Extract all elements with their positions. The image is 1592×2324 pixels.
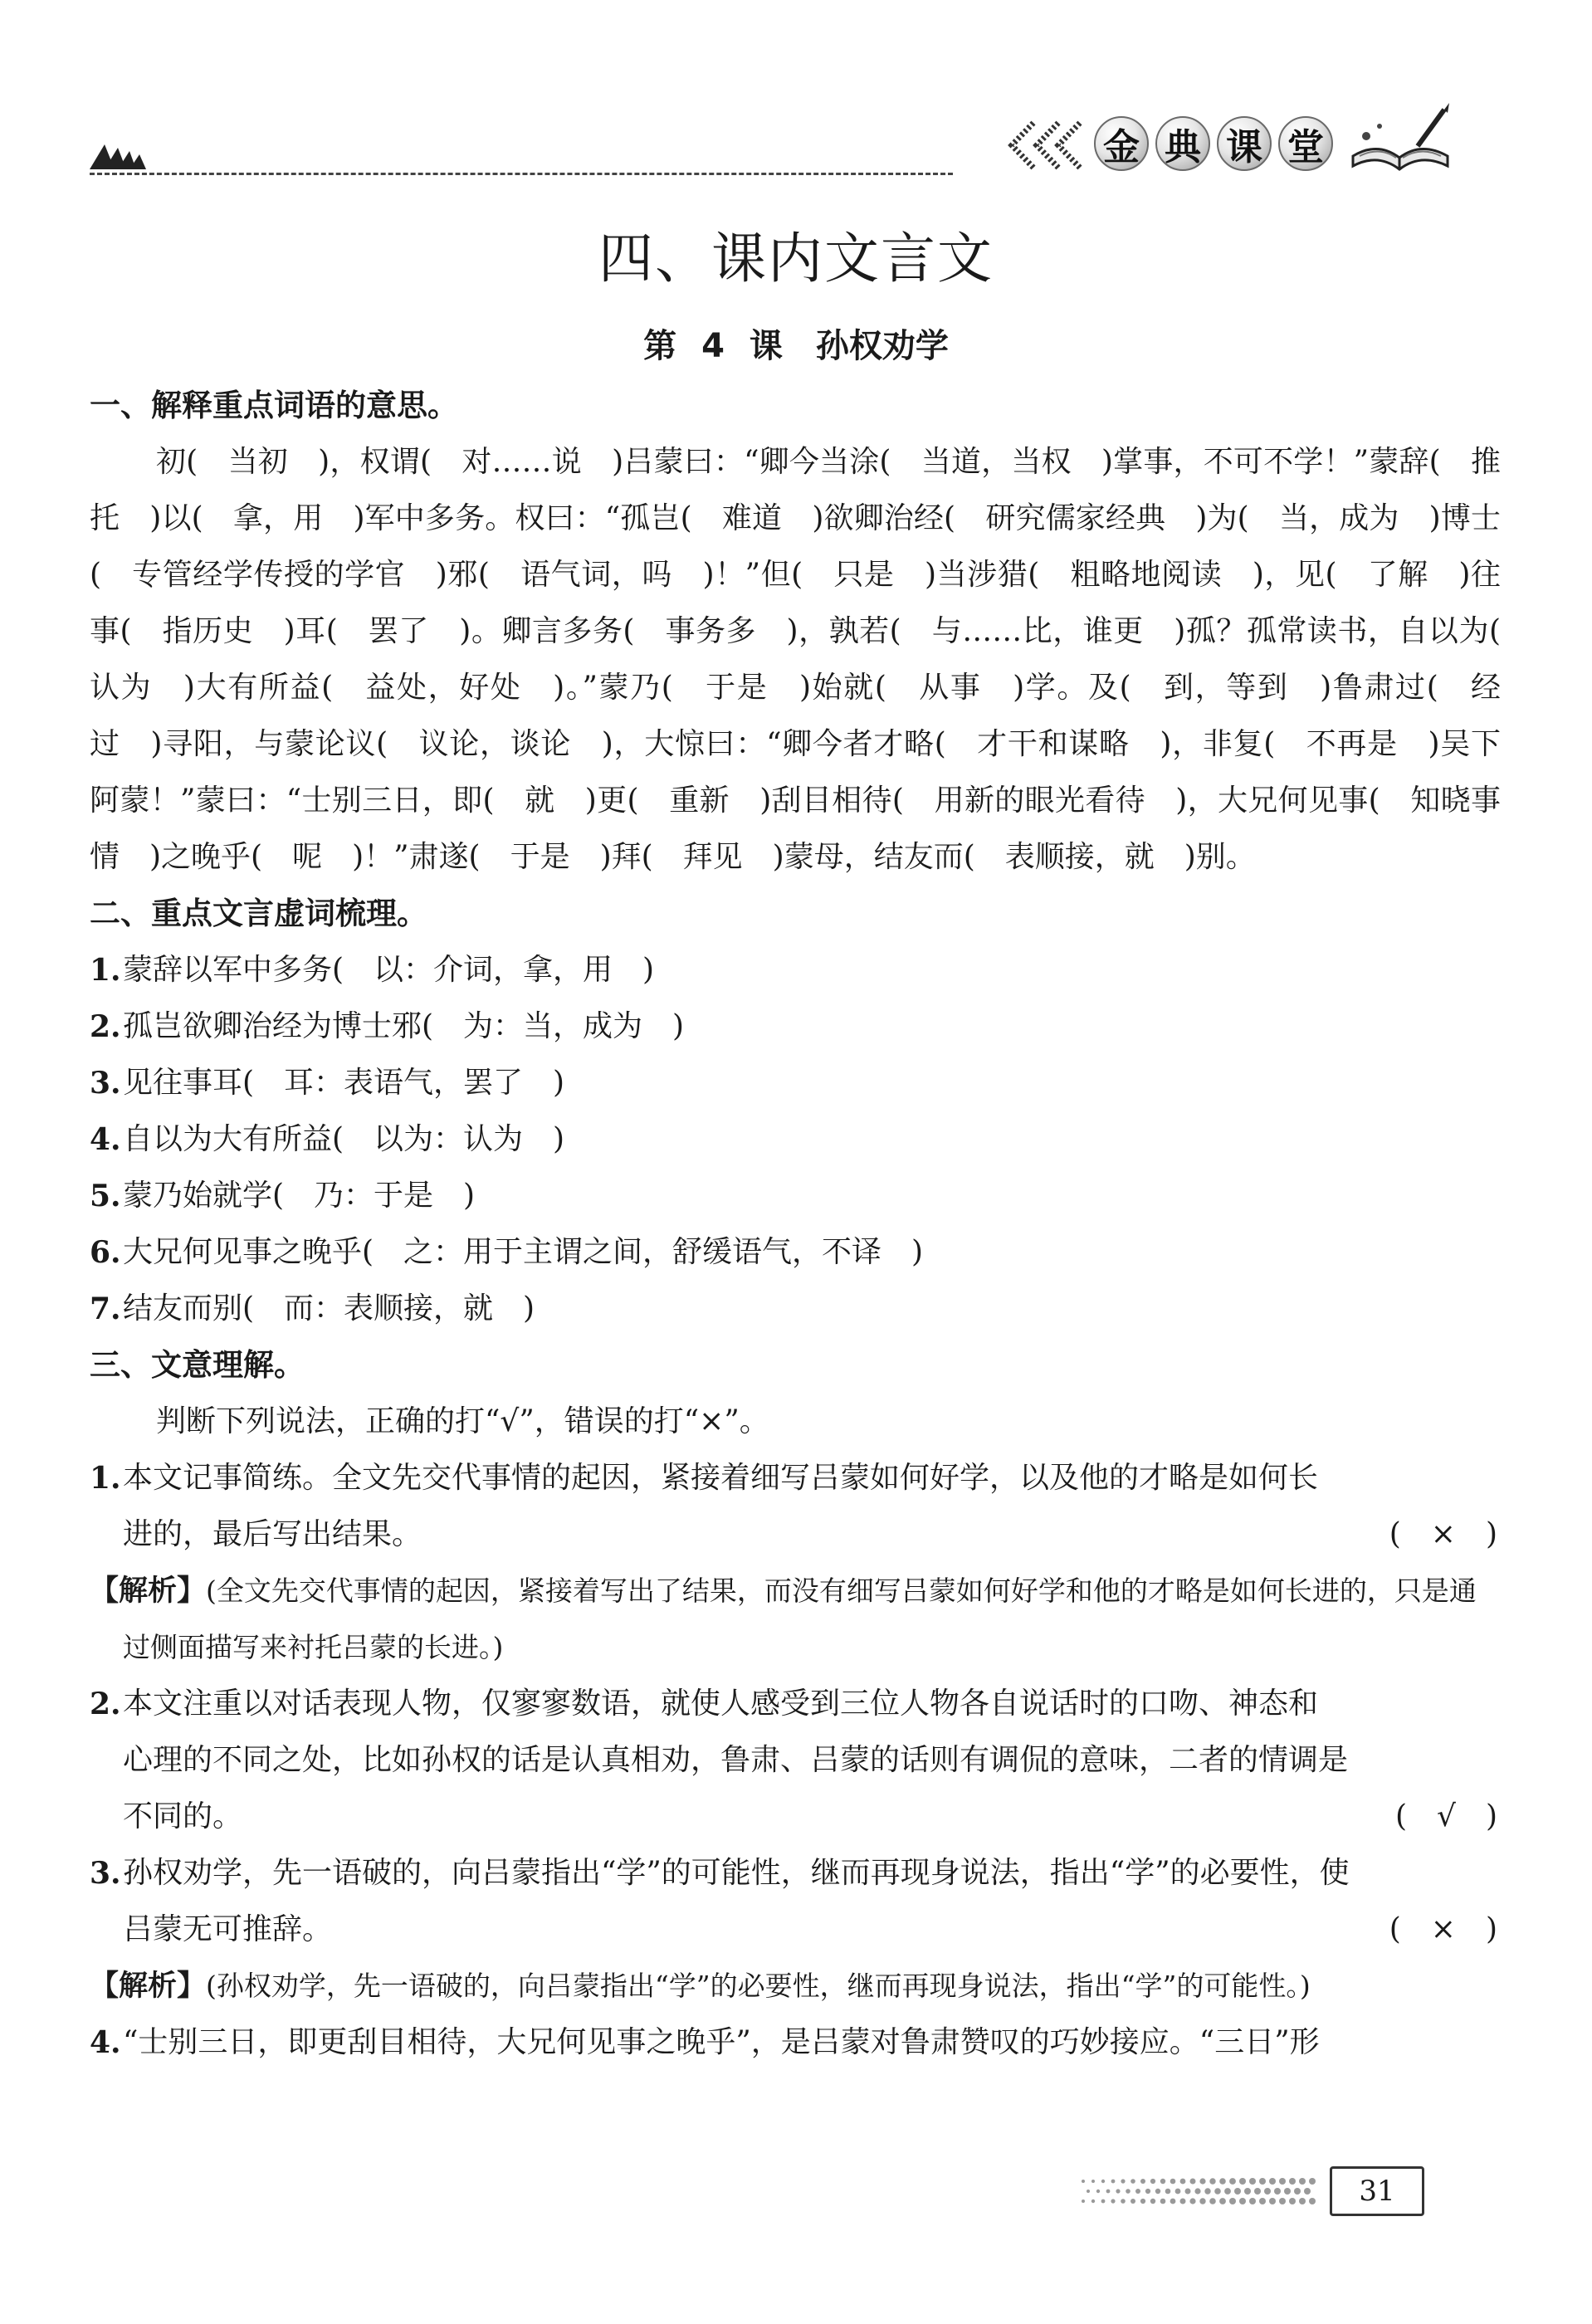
- question-3: [90, 1845, 1501, 1958]
- item-number: 7.: [90, 1291, 121, 1326]
- answer-mark: ( × ): [1389, 1912, 1497, 1946]
- item-number: 2.: [90, 1009, 121, 1044]
- item-text: 大兄何见事之晚乎( 之：用于主谓之间，舒缓语气，不译 ): [123, 1235, 924, 1269]
- question-line: 吕蒙无可推辞。: [123, 1912, 333, 1946]
- page-number: 31: [1359, 2175, 1395, 2208]
- brand-char: 课: [1217, 116, 1272, 171]
- triangles-decoration-icon: [90, 139, 148, 169]
- question-answer-row: [123, 1902, 1501, 1958]
- question-line: 本文注重以对话表现人物，仅寥寥数语，就使人感受到三位人物各自说话时的口吻、神态和: [123, 1687, 1319, 1721]
- item-text: 自以为大有所益( 以为：认为 ): [123, 1122, 565, 1156]
- item-text: 结友而别( 而：表顺接，就 ): [123, 1291, 535, 1326]
- question-line: “士别三日，即更刮目相待，大兄何见事之晚乎”，是吕蒙对鲁肃赞叹的巧妙接应。“三日”形: [123, 2025, 1320, 2059]
- item-text: 孤岂欲卿治经为博士邪( 为：当，成为 ): [123, 1009, 685, 1043]
- question-number: 2.: [90, 1687, 121, 1721]
- item-number: 3.: [90, 1066, 121, 1101]
- question-number: 1.: [90, 1461, 121, 1496]
- analysis-note: [90, 1563, 1501, 1676]
- question-line: 本文记事简练。全文先交代事情的起因，紧接着细写吕蒙如何好学，以及他的才略是如何长: [123, 1461, 1319, 1495]
- item-number: 1.: [90, 953, 121, 988]
- item-number: 4.: [90, 1122, 121, 1157]
- analysis-text: (全文先交代事情的起因，紧接着写出了结果，而没有细写吕蒙如何好学和他的才略是如何长进的，只是通过侧面描写来衬托吕蒙的长进。): [123, 1575, 1477, 1663]
- list-item: [90, 1055, 1501, 1111]
- item-number: 5.: [90, 1179, 121, 1213]
- list-item: [90, 1224, 1501, 1281]
- question-line: 不同的。: [123, 1799, 243, 1833]
- lesson-title: 第 4 课 孙权劝学: [643, 327, 949, 365]
- section-heading: 三、文意理解。: [90, 1347, 305, 1383]
- question-4: [90, 2014, 1501, 2071]
- question-number: 4.: [90, 2025, 121, 2060]
- analysis-tag: 【解析】: [90, 1575, 207, 1608]
- list-item: [90, 942, 1501, 998]
- question-1: [90, 1450, 1501, 1563]
- list-item: [90, 998, 1501, 1055]
- dotted-gradient-decoration-icon: [1075, 2173, 1324, 2206]
- chapter-title: 四、课内文言文: [598, 227, 994, 290]
- brand-char: 堂: [1278, 116, 1333, 171]
- page-number-box: [1330, 2166, 1424, 2216]
- answer-mark: ( √ ): [1394, 1799, 1497, 1833]
- brand-char: 典: [1155, 116, 1210, 171]
- section-heading: 一、解释重点词语的意思。: [90, 388, 458, 423]
- item-text: 蒙乃始就学( 乃：于是 ): [123, 1179, 476, 1213]
- question-answer-row: [123, 1506, 1501, 1563]
- answer-mark: ( × ): [1389, 1517, 1497, 1551]
- item-text: 见往事耳( 耳：表语气，罢了 ): [123, 1066, 565, 1100]
- instruction-text: 判断下列说法，正确的打“√”，错误的打“×”。: [156, 1404, 769, 1438]
- question-2: [90, 1676, 1501, 1845]
- item-number: 6.: [90, 1235, 121, 1270]
- question-line: 心理的不同之处，比如孙权的话是认真相劝，鲁肃、吕蒙的话则有调侃的意味，二者的情调是: [123, 1743, 1349, 1777]
- brand-char: 金: [1094, 116, 1149, 171]
- main-content: [90, 378, 1531, 2071]
- analysis-text: (孙权劝学，先一语破的，向吕蒙指出“学”的必要性，继而再现身说法，指出“学”的可能性。): [206, 1970, 1311, 2002]
- section-heading: 二、重点文言虚词梳理。: [90, 896, 427, 931]
- question-number: 3.: [90, 1856, 121, 1891]
- question-answer-row: [123, 1789, 1501, 1845]
- list-item: [90, 1168, 1501, 1224]
- open-book-pen-icon: [1346, 98, 1454, 177]
- analysis-note: [90, 1958, 1501, 2014]
- brand-logo: [1094, 116, 1333, 171]
- header-dashed-rule: [90, 173, 953, 175]
- list-item: [90, 1281, 1501, 1337]
- question-line: 孙权劝学，先一语破的，向吕蒙指出“学”的可能性，继而再现身说法，指出“学”的必要性，使: [123, 1856, 1350, 1890]
- double-chevron-icon: [1000, 116, 1083, 174]
- list-item: [90, 1111, 1501, 1168]
- question-line: 进的，最后写出结果。: [123, 1517, 422, 1551]
- analysis-tag: 【解析】: [90, 1970, 207, 2003]
- vocabulary-paragraph: 初( 当初 )，权谓( 对……说 )吕蒙曰：“卿今当涂( 当道，当权 )掌事，不可不学！”蒙辞( 推托 )以( 拿，用 )军中多务。权曰：“孤岂( 难道 )欲卿治经( 研究儒家经典 )为( 当，成为 )博士( 专管经学传授的学官 )邪( 语气词，吗 )！”但( 只是 )当涉猎( 粗略地阅读 )，见( 了解 )往事( 指历史 )耳( 罢了 )。卿言多务( 事务多 )，孰若( 与……比，谁更 )孤？孤常读书，自以为( 认为 )大有所益( 益处，好处 )。”蒙乃( 于是 )始就( 从事 )学。及( 到，等到 )鲁肃过( 经过 )寻阳，与蒙论议( 议论，谈论 )，大惊曰：“卿今者才略( 才干和谋略 )，非复( 不再是 )吴下阿蒙！”蒙曰：“士别三日，即( 就 )更( 重新 )刮目相待( 用新的眼光看待 )，大兄何见事( 知晓事情 )之晚乎( 呢 )！”肃遂( 于是 )拜( 拜见 )蒙母，结友而( 表顺接，就 )别。: [90, 445, 1531, 874]
- item-text: 蒙辞以军中多务( 以：介词，拿，用 ): [123, 953, 655, 987]
